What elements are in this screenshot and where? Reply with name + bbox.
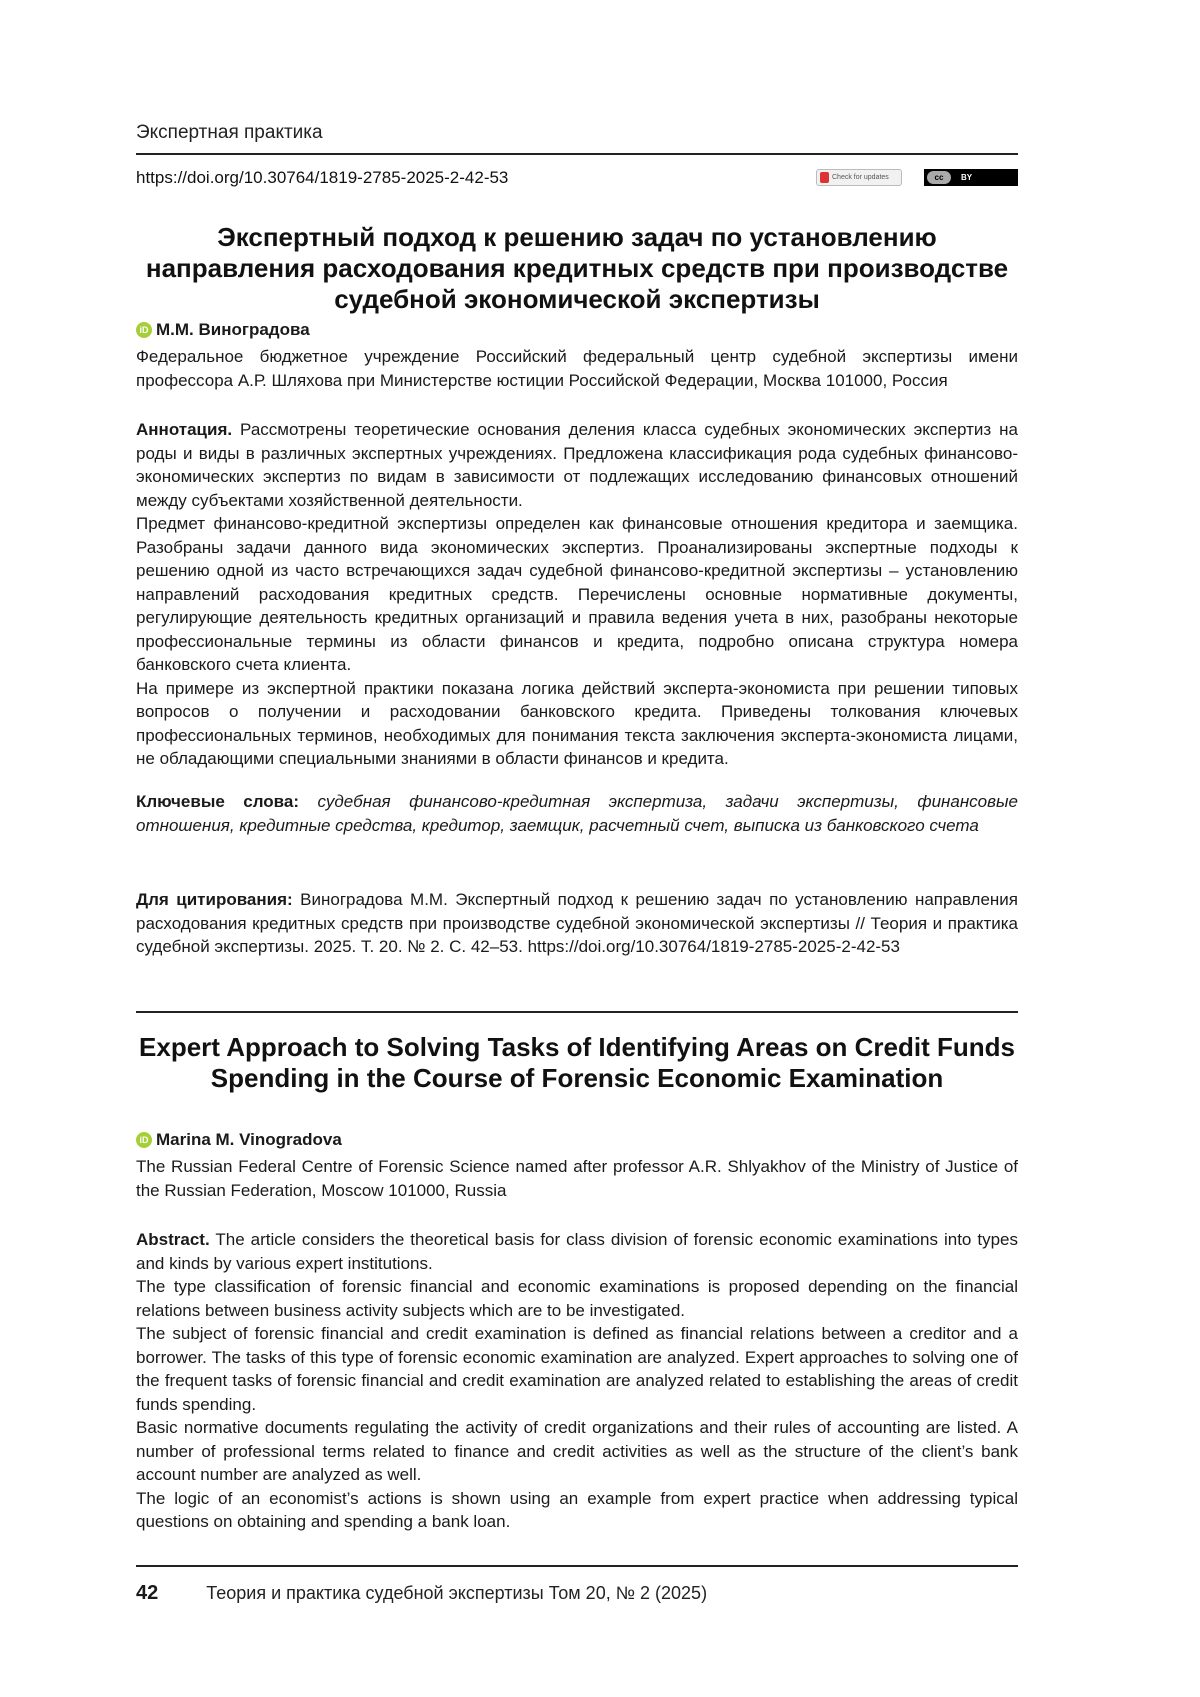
citation-text: Виноградова М.М. Экспертный подход к решению задач по установлению направления расходования кредитных средств при производстве судебной экономической экспертизы // Теория и практика судебной экспертизы. 2025. Т. 20. № 2. С. 42–53. https://doi.org/10.30764/1819-2785-2025-2-42-53 [136,890,1019,956]
abstract-text-ru-1: Рассмотрены теоретические основания деления класса судебных экономических экспертиз на роды и виды в различных экспертных учреждениях. Предложена классификация рода судебных финансово-экономических экспертиз по видам в зависимости от подлежащих исследованию финансовых отношений между субъектами хозяйственной деятельности. [136,420,1018,510]
check-for-updates-label: Check for updates [832,174,889,181]
russian-keywords [136,790,1018,837]
doi-link[interactable]: https://doi.org/10.30764/1819-2785-2025-2-42-53 [136,168,509,187]
author-name-ru: М.М. Виноградова [156,320,310,339]
abstract-label-ru: Аннотация. [136,420,233,439]
cc-icon: cc [927,171,951,184]
citation-label: Для цитирования: [136,890,293,909]
orcid-icon[interactable]: iD [136,1132,152,1148]
journal-name: Теория и практика судебной экспертизы Том 20, № 2 (2025) [206,1583,708,1603]
russian-abstract-para-3: На примере из экспертной практики показана логика действий эксперта-экономиста при решении типовых вопросов о получении и расходовании банковского кредита. Приведены толкования ключевых профессиональных терминов, необходимых для понимания текста заключения эксперта-экономиста лицами, не обладающими специальными знаниями в области финансов и кредита. [136,678,1018,768]
citation-block [136,888,1018,959]
russian-abstract [136,418,1018,771]
abstract-text-en-1: The article considers the theoretical basis for class division of forensic economic examinations into types and kinds by various expert institutions. [136,1230,1018,1273]
english-title: Expert Approach to Solving Tasks of Identifying Areas on Credit Funds Spending in the Course of Forensic Economic Examination [139,1032,1015,1093]
english-abstract-para-5: The logic of an economist’s actions is shown using an example from expert practice when addressing typical questions on obtaining and spending a bank loan. [136,1488,1018,1531]
keywords-label-ru: Ключевые слова: [136,792,300,811]
header-badges [816,169,1018,186]
russian-author [136,320,310,340]
keywords-text-ru: судебная финансово-кредитная экспертиза, задачи экспертизы, финансовые отношения, кредитные средства, кредитор, заемщик, расчетный счет, выписка из банковского счета [136,792,1018,835]
header-rule [136,153,1018,155]
section-divider [136,1011,1018,1013]
orcid-icon[interactable]: iD [136,322,152,338]
russian-abstract-para-1 [136,418,1018,512]
russian-affiliation: Федеральное бюджетное учреждение Российский федеральный центр судебной экспертизы имени профессора А.Р. Шляхова при Министерстве юстиции Российской Федерации, Москва 101000, Россия [136,347,1018,390]
footer-rule [136,1565,1018,1567]
author-name-en: Marina M. Vinogradova [156,1130,342,1149]
russian-abstract-para-2: Предмет финансово-кредитной экспертизы определен как финансовые отношения кредитора и заемщика. Разобраны задачи данного вида экономических экспертиз. Проанализированы экспертные подходы к решению одной из часто встречающихся задач судебной финансово-кредитной экспертизы – установлению направлений расходования кредитных средств. Перечислены основные нормативные документы, регулирующие деятельность кредитных организаций и правила ведения учета в них, разобраны некоторые профессиональные термины из области финансов и кредита, подробно описана структура номера банковского счета клиента. [136,514,1018,674]
english-abstract-para-1 [136,1228,1018,1275]
abstract-label-en: Abstract. [136,1230,210,1249]
russian-title: Экспертный подход к решению задач по установлению направления расходования кредитных средств при производстве судебной экономической экспертизы [145,222,1009,314]
english-affiliation: The Russian Federal Centre of Forensic Science named after professor A.R. Shlyakhov of the Ministry of Justice of the Russian Federation, Moscow 101000, Russia [136,1157,1018,1200]
english-abstract-para-2: The type classification of forensic financial and economic examinations is proposed depending on the financial relations between business activity subjects which are to be investigated. [136,1277,1018,1320]
check-for-updates-badge[interactable] [816,169,902,186]
page-footer [136,1582,707,1605]
crossmark-icon [820,172,829,183]
by-label: BY [961,173,973,182]
english-abstract-para-3: The subject of forensic financial and credit examination is defined as financial relations between a creditor and a borrower. The tasks of this type of forensic economic examination are analyzed. Expert approaches to solving one of the frequent tasks of forensic financial and credit examination are analyzed related to establishing the areas of credit funds spending. [136,1324,1018,1414]
section-label: Экспертная практика [136,122,323,143]
cc-by-license-badge[interactable] [924,169,1018,186]
page-number: 42 [136,1582,159,1604]
english-author [136,1130,342,1150]
english-abstract [136,1228,1018,1534]
english-abstract-para-4: Basic normative documents regulating the activity of credit organizations and their rules of accounting are listed. A number of professional terms related to finance and credit activities as well as the structure of the client’s bank account number are analyzed as well. [136,1418,1018,1484]
